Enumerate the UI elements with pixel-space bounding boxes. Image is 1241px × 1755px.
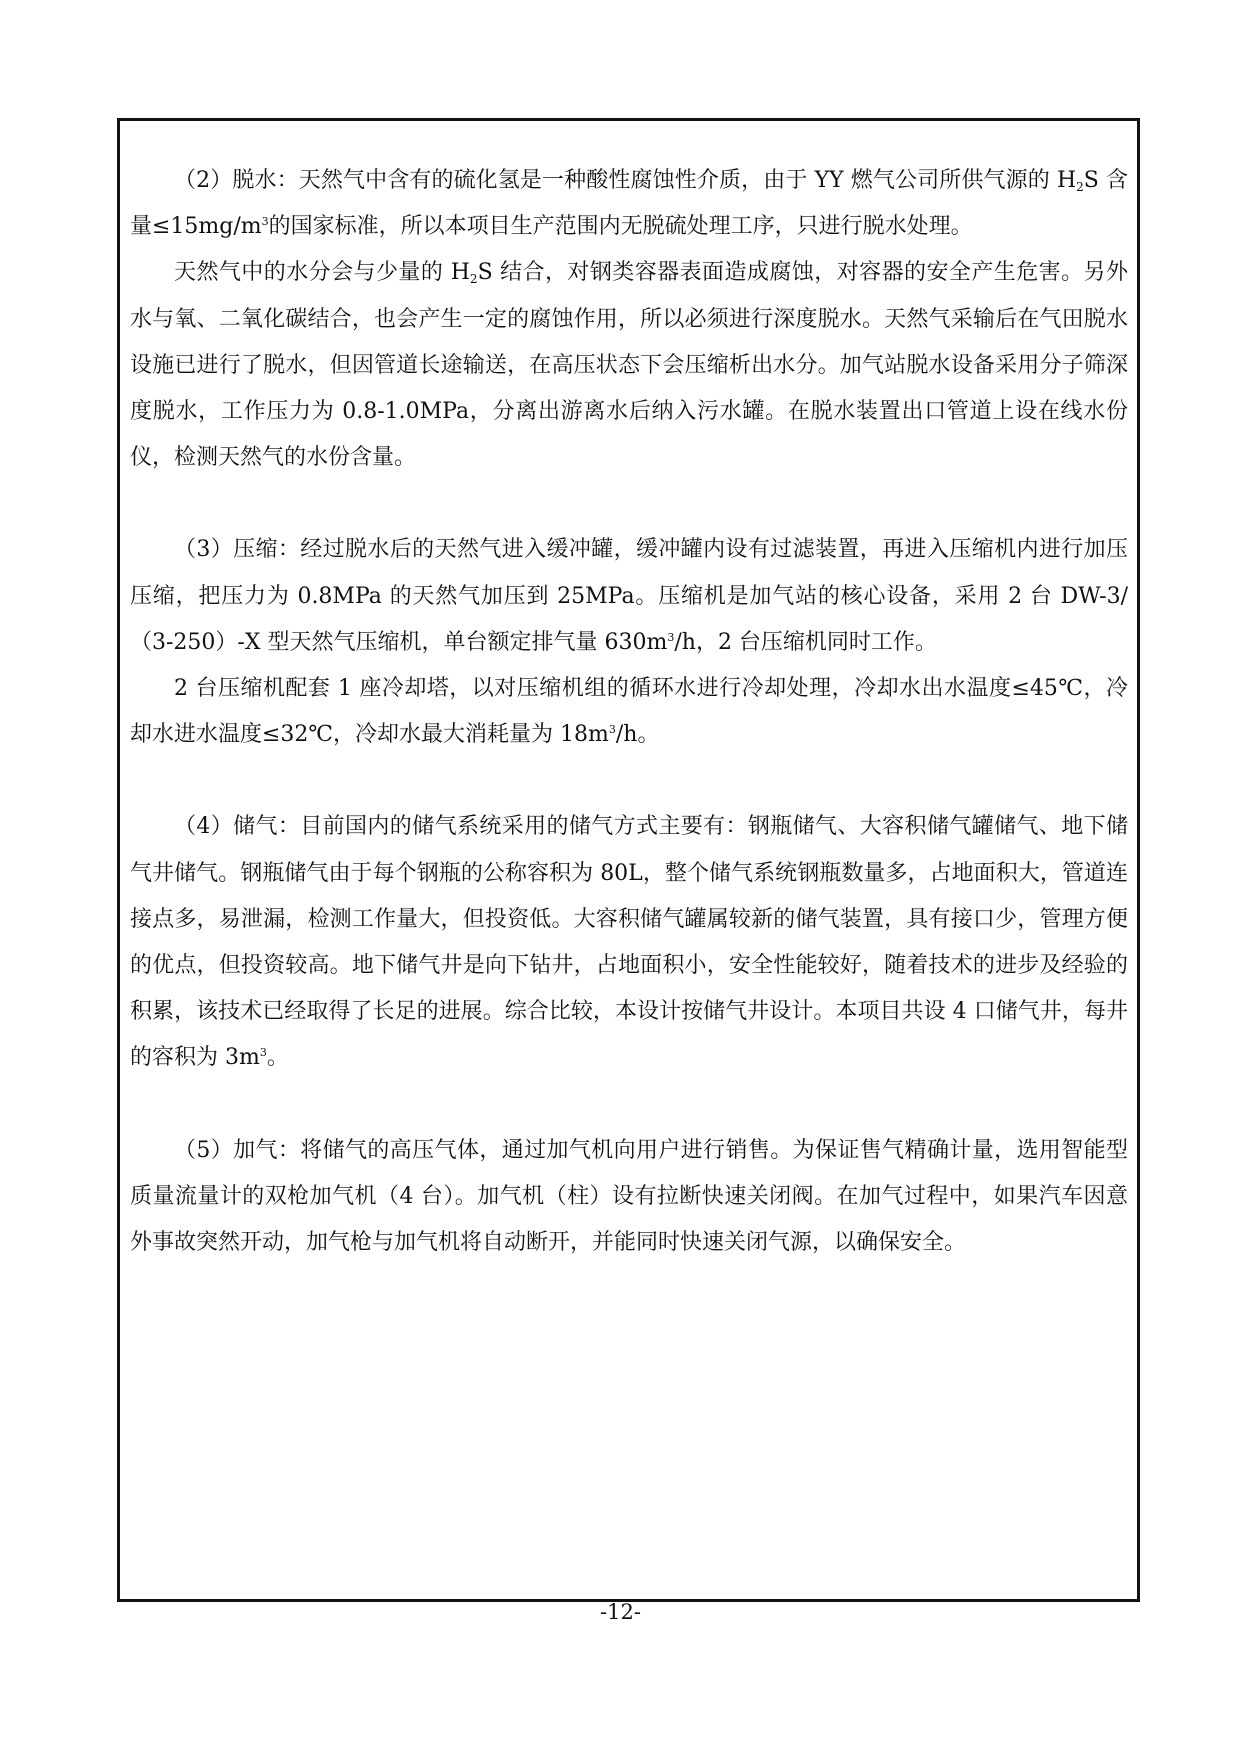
paragraph xyxy=(130,250,1128,481)
paragraph xyxy=(130,158,1128,250)
text-run: /h，2 台压缩机同时工作。 xyxy=(674,629,937,655)
paragraph xyxy=(130,804,1128,1081)
paragraph xyxy=(130,666,1128,758)
text-run: /h。 xyxy=(615,722,660,748)
superscript-text: 3 xyxy=(259,1046,267,1060)
superscript-text: 3 xyxy=(261,215,269,229)
document-body xyxy=(130,158,1128,1266)
section-spacer xyxy=(130,481,1128,527)
section-storage xyxy=(130,804,1128,1081)
superscript-text: 3 xyxy=(667,630,675,644)
text-run: 。 xyxy=(266,1045,289,1071)
text-run: （5）加气：将储气的高压气体，通过加气机向用户进行销售。为保证售气精确计量，选用智能型质量流量计的双枪加气机（4 台）。加气机（柱）设有拉断快速关闭阀。在加气过程中，如果汽车因意外事故突然开动，加气枪与加气机将自动断开，并能同时快速关闭气源，以确保安全。 xyxy=(130,1137,1128,1256)
text-run: S 结合，对钢类容器表面造成腐蚀，对容器的安全产生危害。另外水与氧、二氧化碳结合，也会产生一定的腐蚀作用，所以必须进行深度脱水。天然气采输后在气田脱水设施已进行了脱水，但因管道长途输送，在高压状态下会压缩析出水分。加气站脱水设备采用分子筛深度脱水，工作压力为 0.8-1.0MPa，分离出游离水后纳入污水罐。在脱水装置出口管道上设在线水份仪，检测天然气的水份含量。 xyxy=(130,260,1128,471)
section-compression xyxy=(130,527,1128,758)
paragraph xyxy=(130,527,1128,666)
section-spacer xyxy=(130,758,1128,804)
text-run: （2）脱水：天然气中含有的硫化氢是一种酸性腐蚀性介质，由于 YY 燃气公司所供气源的 H xyxy=(174,168,1077,193)
section-dehydration xyxy=(130,158,1128,481)
text-run: （4）储气：目前国内的储气系统采用的储气方式主要有：钢瓶储气、大容积储气罐储气、地下储气井储气。钢瓶储气由于每个钢瓶的公称容积为 80L，整个储气系统钢瓶数量多，占地面积大，管道连接点多，易泄漏，检测工作量大，但投资低。大容积储气罐属较新的储气装置，具有接口少，管理方便的优点，但投资较高。地下储气井是向下钻井，占地面积小，安全性能较好，随着技术的进步及经验的积累，该技术已经取得了长足的进展。综合比较，本设计按储气井设计。本项目共设 4 口储气井，每井的容积为 3m xyxy=(130,814,1128,1071)
text-run: 的国家标准，所以本项目生产范围内无脱硫处理工序，只进行脱水处理。 xyxy=(268,214,973,240)
page-number: -12- xyxy=(600,1600,641,1624)
paragraph xyxy=(130,1128,1128,1267)
section-refueling xyxy=(130,1128,1128,1267)
text-run: （3）压缩：经过脱水后的天然气进入缓冲罐，缓冲罐内设有过滤装置，再进入压缩机内进行加压压缩，把压力为 0.8MPa 的天然气加压到 25MPa。压缩机是加气站的核心设备，采用 2 台 DW-3/（3-250）-X 型天然气压缩机，单台额定排气量 630m xyxy=(130,537,1128,655)
superscript-text: 3 xyxy=(608,723,616,737)
text-run: 天然气中的水分会与少量的 H xyxy=(174,260,470,286)
text-run: S 含量≤15mg/m xyxy=(130,168,1128,240)
subscript-text: 2 xyxy=(1076,180,1084,194)
subscript-text: 2 xyxy=(469,272,478,287)
section-spacer xyxy=(130,1082,1128,1128)
text-run: 2 台压缩机配套 1 座冷却塔，以对压缩机组的循环水进行冷却处理，冷却水出水温度≤45℃，冷却水进水温度≤32℃，冷却水最大消耗量为 18m xyxy=(130,676,1128,748)
